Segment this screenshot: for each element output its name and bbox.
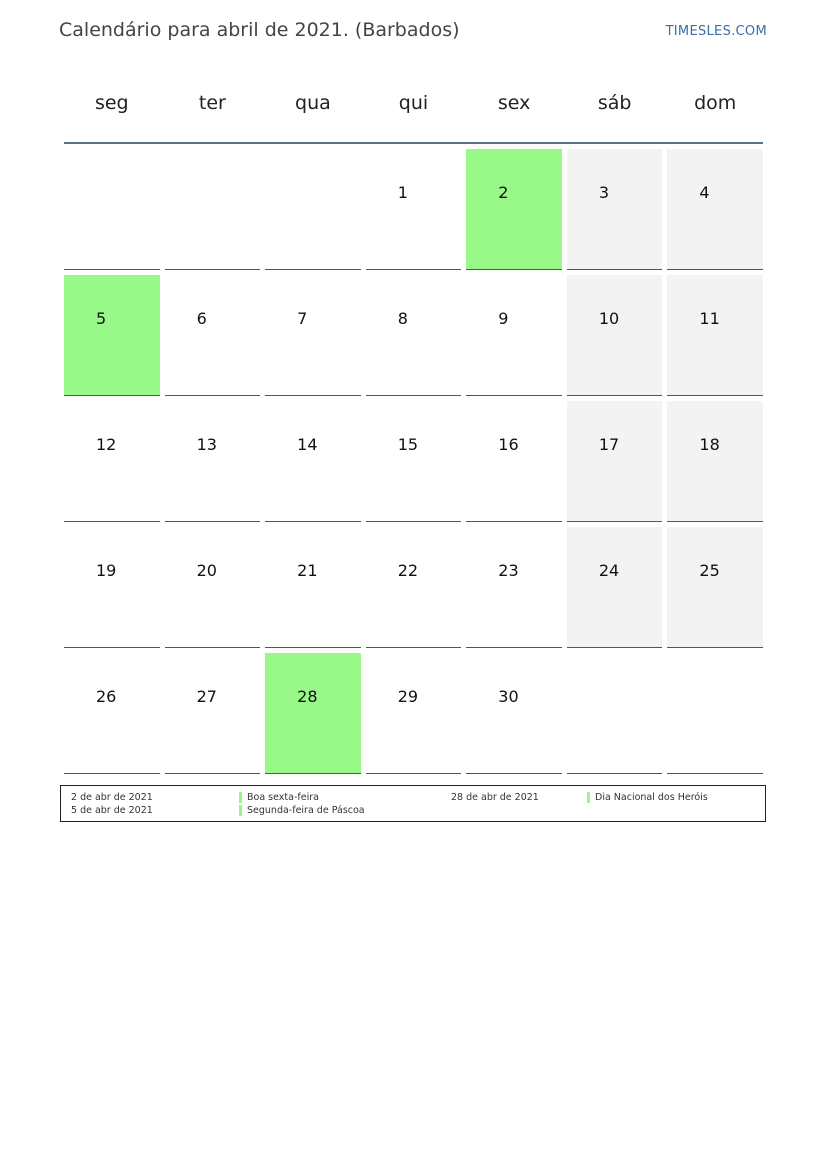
day-cell-17[interactable] [567, 401, 663, 522]
day-cell-15[interactable] [366, 401, 462, 522]
weekday-header-row [64, 64, 763, 144]
day-number: 18 [699, 435, 720, 454]
day-cell-13[interactable] [165, 401, 261, 522]
day-cell-16[interactable] [466, 401, 562, 522]
day-number: 5 [96, 309, 107, 328]
calendar-week-row [64, 401, 763, 522]
day-number: 27 [196, 687, 217, 706]
weekday-mon: seg [94, 92, 129, 114]
legend-date: 5 de abr de 2021 [71, 805, 153, 816]
day-cell-6[interactable] [165, 275, 261, 396]
day-cell-29[interactable] [366, 653, 462, 774]
day-number: 3 [598, 183, 610, 202]
day-number: 25 [699, 561, 720, 580]
empty-cell-tue [165, 149, 261, 270]
day-cell-21[interactable] [265, 527, 361, 648]
day-cell-27[interactable] [165, 653, 261, 774]
empty-cell-sun [667, 653, 763, 774]
day-number: 20 [196, 561, 217, 580]
holiday-color-marker [587, 792, 590, 803]
day-cell-2[interactable] [466, 149, 562, 270]
weekday-fri: sex [497, 92, 531, 114]
day-cell-12[interactable] [64, 401, 160, 522]
day-cell-11[interactable] [667, 275, 763, 396]
day-number: 15 [397, 435, 419, 454]
day-cell-20[interactable] [165, 527, 261, 648]
day-cell-22[interactable] [366, 527, 462, 648]
day-number: 30 [498, 687, 519, 706]
holiday-legend [60, 785, 766, 822]
day-cell-8[interactable] [366, 275, 462, 396]
day-number: 22 [397, 561, 419, 580]
day-number: 21 [297, 561, 318, 580]
day-cell-30[interactable] [466, 653, 562, 774]
weekday-thu: qui [398, 92, 429, 114]
day-number: 12 [96, 435, 117, 454]
day-cell-18[interactable] [667, 401, 763, 522]
legend-holiday-label: Boa sexta-feira [247, 792, 319, 803]
legend-date: 28 de abr de 2021 [451, 792, 539, 803]
day-cell-25[interactable] [667, 527, 763, 648]
day-cell-23[interactable] [466, 527, 562, 648]
day-number: 17 [598, 435, 620, 454]
day-number: 2 [498, 183, 509, 202]
empty-cell-mon [64, 149, 160, 270]
day-number: 1 [397, 183, 408, 202]
empty-cell-sat [567, 653, 663, 774]
day-number: 28 [297, 687, 318, 706]
day-number: 16 [498, 435, 519, 454]
day-cell-5[interactable] [64, 275, 160, 396]
day-cell-10[interactable] [567, 275, 663, 396]
calendar-week-row [64, 527, 763, 648]
day-number: 9 [498, 309, 509, 328]
day-number: 8 [397, 309, 408, 328]
day-cell-19[interactable] [64, 527, 160, 648]
empty-cell-wed [265, 149, 361, 270]
legend-holiday-name [587, 791, 708, 804]
weekday-tue: ter [198, 92, 226, 114]
calendar-weeks [64, 149, 763, 774]
day-number: 11 [699, 309, 720, 328]
day-number: 6 [196, 309, 207, 328]
page-title: Calendário para abril de 2021. (Barbados) [59, 19, 460, 41]
day-cell-7[interactable] [265, 275, 361, 396]
day-number: 19 [96, 561, 117, 580]
day-cell-28[interactable] [265, 653, 361, 774]
legend-date: 2 de abr de 2021 [71, 792, 153, 803]
legend-holiday-label: Segunda-feira de Páscoa [247, 805, 365, 816]
day-number: 29 [397, 687, 419, 706]
weekday-sat: sáb [597, 92, 632, 114]
day-cell-24[interactable] [567, 527, 663, 648]
legend-holiday-name [239, 804, 365, 817]
day-number: 4 [699, 183, 710, 202]
day-number: 14 [297, 435, 318, 454]
day-cell-9[interactable] [466, 275, 562, 396]
day-cell-3[interactable] [567, 149, 663, 270]
holiday-color-marker [239, 792, 242, 803]
legend-holiday-label: Dia Nacional dos Heróis [595, 792, 708, 803]
day-number: 10 [598, 309, 620, 328]
calendar-week-row [64, 149, 763, 270]
calendar-week-row [64, 275, 763, 396]
day-number: 24 [598, 561, 620, 580]
day-number: 23 [498, 561, 519, 580]
day-cell-1[interactable] [366, 149, 462, 270]
weekday-sun: dom [694, 92, 737, 114]
day-number: 7 [297, 309, 308, 328]
day-cell-26[interactable] [64, 653, 160, 774]
day-number: 26 [96, 687, 117, 706]
brand-link[interactable]: TIMESLES.COM [665, 24, 767, 39]
day-cell-14[interactable] [265, 401, 361, 522]
calendar-grid [64, 64, 763, 774]
holiday-color-marker [239, 805, 242, 816]
day-cell-4[interactable] [667, 149, 763, 270]
legend-holiday-name [239, 791, 319, 804]
day-number: 13 [196, 435, 217, 454]
weekday-wed: qua [295, 92, 331, 114]
calendar-week-row [64, 653, 763, 774]
